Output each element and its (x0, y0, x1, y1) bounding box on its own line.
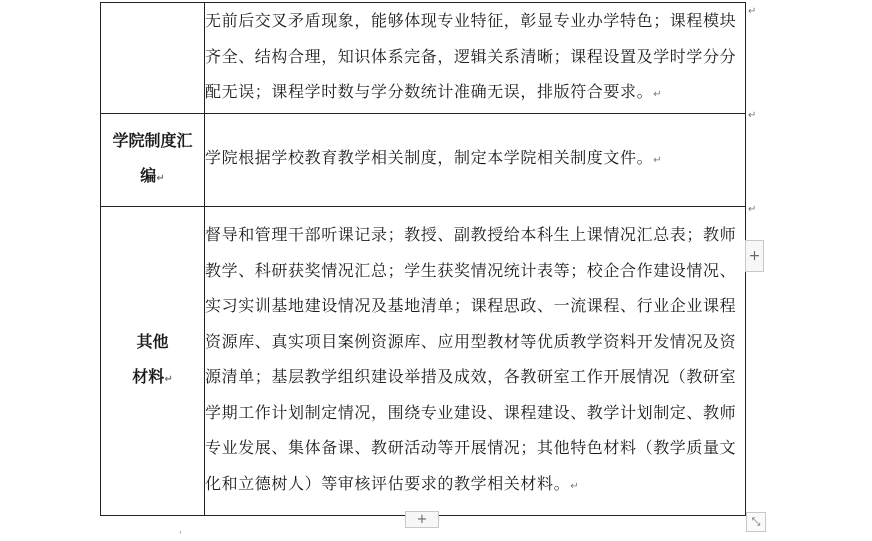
row-label-cell[interactable] (101, 206, 205, 515)
table-resize-handle[interactable] (746, 512, 766, 532)
row-label-cell[interactable] (101, 3, 205, 114)
other-materials-text: 督导和管理干部听课记录；教授、副教授给本科生上课情况汇总表；教师教学、科研获奖情况汇总；学生获奖情况统计表等；校企合作建设情况、实习实训基地建设情况及基地清单；课程思政、一流课程、行业企业课程资源库、真实项目案例资源库、应用型教材等优质教学资料开发情况及资源清单；基层教学组织建设举措及成效，各教研室工作开展情况（教研室学期工作计划制定情况，围绕专业建设、课程建设、教学计划制定、教师专业发展、集体备课、教研活动等开展情况；其他特色材料（教学质量文化和立德树人）等审核评估要求的教学相关材料。 (205, 225, 737, 493)
other-materials-label: 其他材料 (132, 332, 169, 386)
cursor-mark: ' (179, 530, 182, 541)
institution-rules-label: 学院制度汇编 (112, 131, 193, 185)
table-row (101, 113, 746, 206)
row-label-cell[interactable] (101, 113, 205, 206)
row-content-cell[interactable] (205, 206, 746, 515)
row-content-cell[interactable] (205, 3, 746, 114)
table-row (101, 3, 746, 114)
paragraph-mark: ↵ (653, 89, 663, 100)
curriculum-requirements-text: 无前后交叉矛盾现象，能够体现专业特征，彰显专业办学特色；课程模块齐全、结构合理，知识体系完备，逻辑关系清晰；课程设置及学时学分分配无误；课程学时数与学分数统计准确无误，排版符合要求。 (205, 11, 737, 101)
paragraph-mark: ↵ (164, 374, 173, 385)
add-row-button[interactable]: + (405, 511, 439, 528)
document-table (100, 2, 746, 516)
institution-rules-text: 学院根据学校教育教学相关制度，制定本学院相关制度文件。 (205, 148, 654, 168)
resize-icon: ⤡ (751, 515, 761, 528)
paragraph-mark: ↵ (570, 480, 580, 492)
row-content-cell[interactable] (205, 113, 746, 206)
cell-end-mark: ↵ (748, 204, 757, 215)
add-column-button[interactable]: + (745, 240, 764, 272)
cell-end-mark: ↵ (748, 110, 757, 121)
cell-end-mark: ↵ (748, 6, 757, 17)
paragraph-mark: ↵ (653, 155, 663, 167)
table-row (101, 206, 746, 515)
paragraph-mark: ↵ (156, 173, 165, 184)
